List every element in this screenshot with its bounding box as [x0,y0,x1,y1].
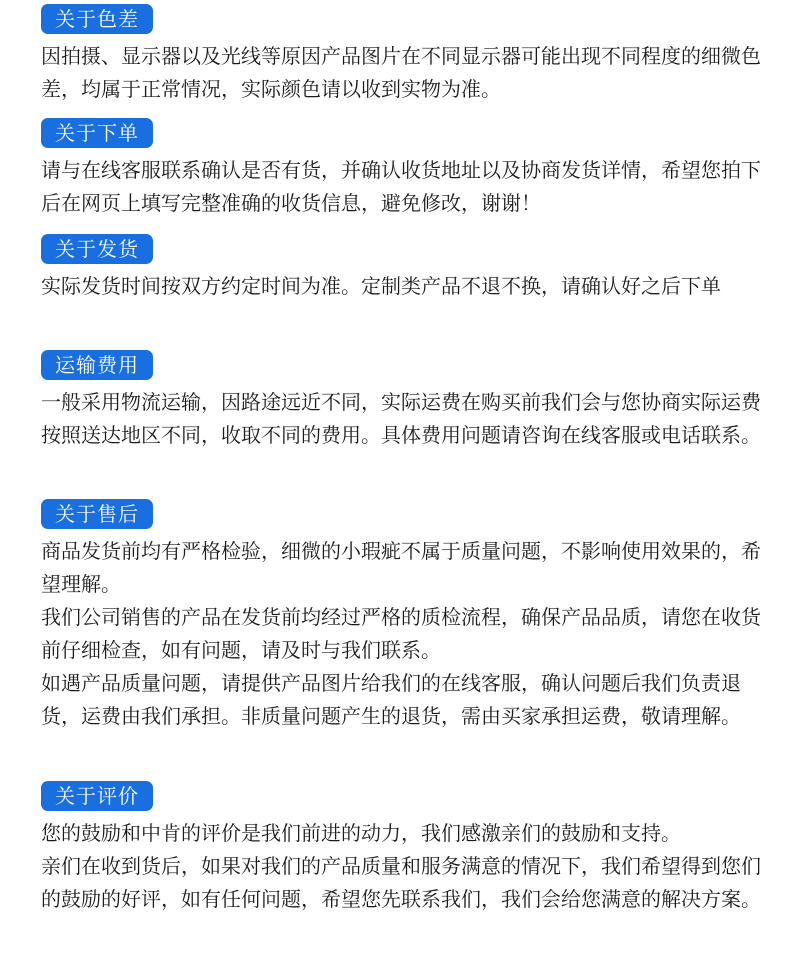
section-title-badge: 关于下单 [41,118,153,148]
section-title-badge: 关于发货 [41,234,153,264]
section-paragraph: 实际发货时间按双方约定时间为准。定制类产品不退不换，请确认好之后下单 [41,274,721,298]
section-title-badge: 关于色差 [41,4,153,34]
section-paragraph: 一般采用物流运输，因路途远近不同，实际运费在购买前我们会与您协商实际运费按照送达地区不同，收取不同的费用。具体费用问题请咨询在线客服或电话联系。 [41,390,761,447]
section-freight [41,350,776,452]
section-shipping [41,234,776,303]
section-color-difference [41,4,776,106]
section-paragraph: 请与在线客服联系确认是否有货，并确认收货地址以及协商发货详情，希望您拍下后在网页上填写完整准确的收货信息，避免修改，谢谢！ [41,158,761,215]
section-paragraph: 如遇产品质量问题，请提供产品图片给我们的在线客服，确认问题后我们负责退货，运费由我们承担。非质量问题产生的退货，需由买家承担运费，敬请理解。 [41,671,741,728]
section-paragraph: 因拍摄、显示器以及光线等原因产品图片在不同显示器可能出现不同程度的细微色差，均属于正常情况，实际颜色请以收到实物为准。 [41,44,761,101]
section-paragraph: 亲们在收到货后，如果对我们的产品质量和服务满意的情况下，我们希望得到您们的鼓励的好评，如有任何问题，希望您先联系我们，我们会给您满意的解决方案。 [41,854,761,911]
section-reviews [41,781,776,916]
section-title-badge: 关于评价 [41,781,153,811]
section-ordering [41,118,776,220]
section-title-badge: 运输费用 [41,350,153,380]
section-after-sales [41,499,776,733]
section-paragraph: 我们公司销售的产品在发货前均经过严格的质检流程，确保产品品质，请您在收货前仔细检查，如有问题，请及时与我们联系。 [41,605,761,662]
section-paragraph: 商品发货前均有严格检验，细微的小瑕疵不属于质量问题，不影响使用效果的，希望理解。 [41,539,761,596]
section-title-badge: 关于售后 [41,499,153,529]
section-paragraph: 您的鼓励和中肯的评价是我们前进的动力，我们感激亲们的鼓励和支持。 [41,821,681,845]
